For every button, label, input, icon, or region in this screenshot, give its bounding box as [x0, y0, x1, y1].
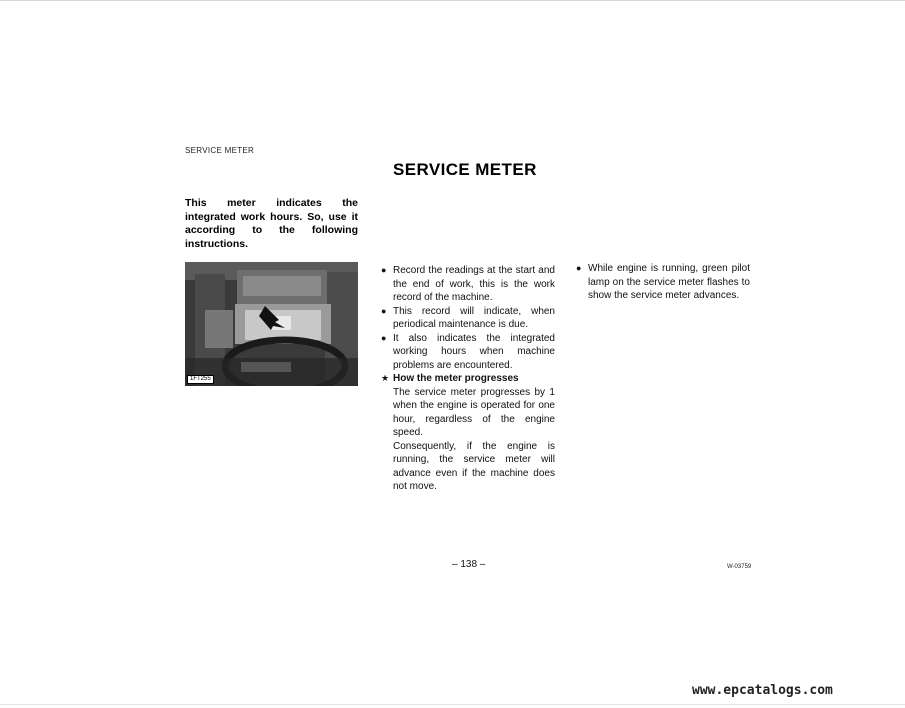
- bullet-icon: ●: [381, 332, 387, 343]
- watermark-link[interactable]: www.epcatalogs.com: [692, 683, 833, 698]
- bullet-item: [381, 305, 555, 332]
- bottom-border: [0, 704, 905, 705]
- bullet-text: It also indicates the integrated working hours when machine problems are encountered.: [393, 332, 555, 371]
- cab-interior-illustration: [185, 262, 358, 386]
- page-number: – 138 –: [452, 559, 486, 570]
- star-icon: ★: [381, 373, 390, 383]
- bullet-icon: ●: [381, 265, 387, 275]
- photo-code: 1FT255: [187, 375, 214, 384]
- bullet-item: [576, 262, 750, 303]
- bullet-icon: ●: [576, 263, 582, 273]
- bullet-item: [381, 332, 555, 373]
- page-title: SERVICE METER: [393, 160, 537, 179]
- sub-heading: How the meter progresses: [393, 373, 519, 384]
- document-code: W-03759: [727, 564, 752, 570]
- bullet-icon: ●: [381, 305, 387, 316]
- column-middle: [381, 264, 555, 494]
- body-paragraph: The service meter progresses by 1 when the engine is operated for one hour, regardless of the engine speed.: [393, 386, 555, 438]
- bullet-text: Record the readings at the start and the end of work, this is the work record of the machine.: [393, 265, 555, 303]
- bullet-text: This record will indicate, when periodical maintenance is due.: [393, 305, 555, 330]
- star-heading-item: [381, 372, 555, 386]
- intro-paragraph: This meter indicates the integrated work hours. So, use it according to the following instructions.: [185, 197, 358, 250]
- body-paragraph: Consequently, if the engine is running, the service meter will advance even if the machine does not move.: [393, 440, 555, 492]
- running-header: SERVICE METER: [185, 146, 255, 155]
- top-border: [0, 0, 905, 1]
- bullet-item: [381, 264, 555, 305]
- bullet-text: While engine is running, green pilot lamp on the service meter flashes to show the service meter advances.: [588, 263, 750, 301]
- cab-photo: [185, 262, 358, 386]
- column-right: [576, 262, 750, 303]
